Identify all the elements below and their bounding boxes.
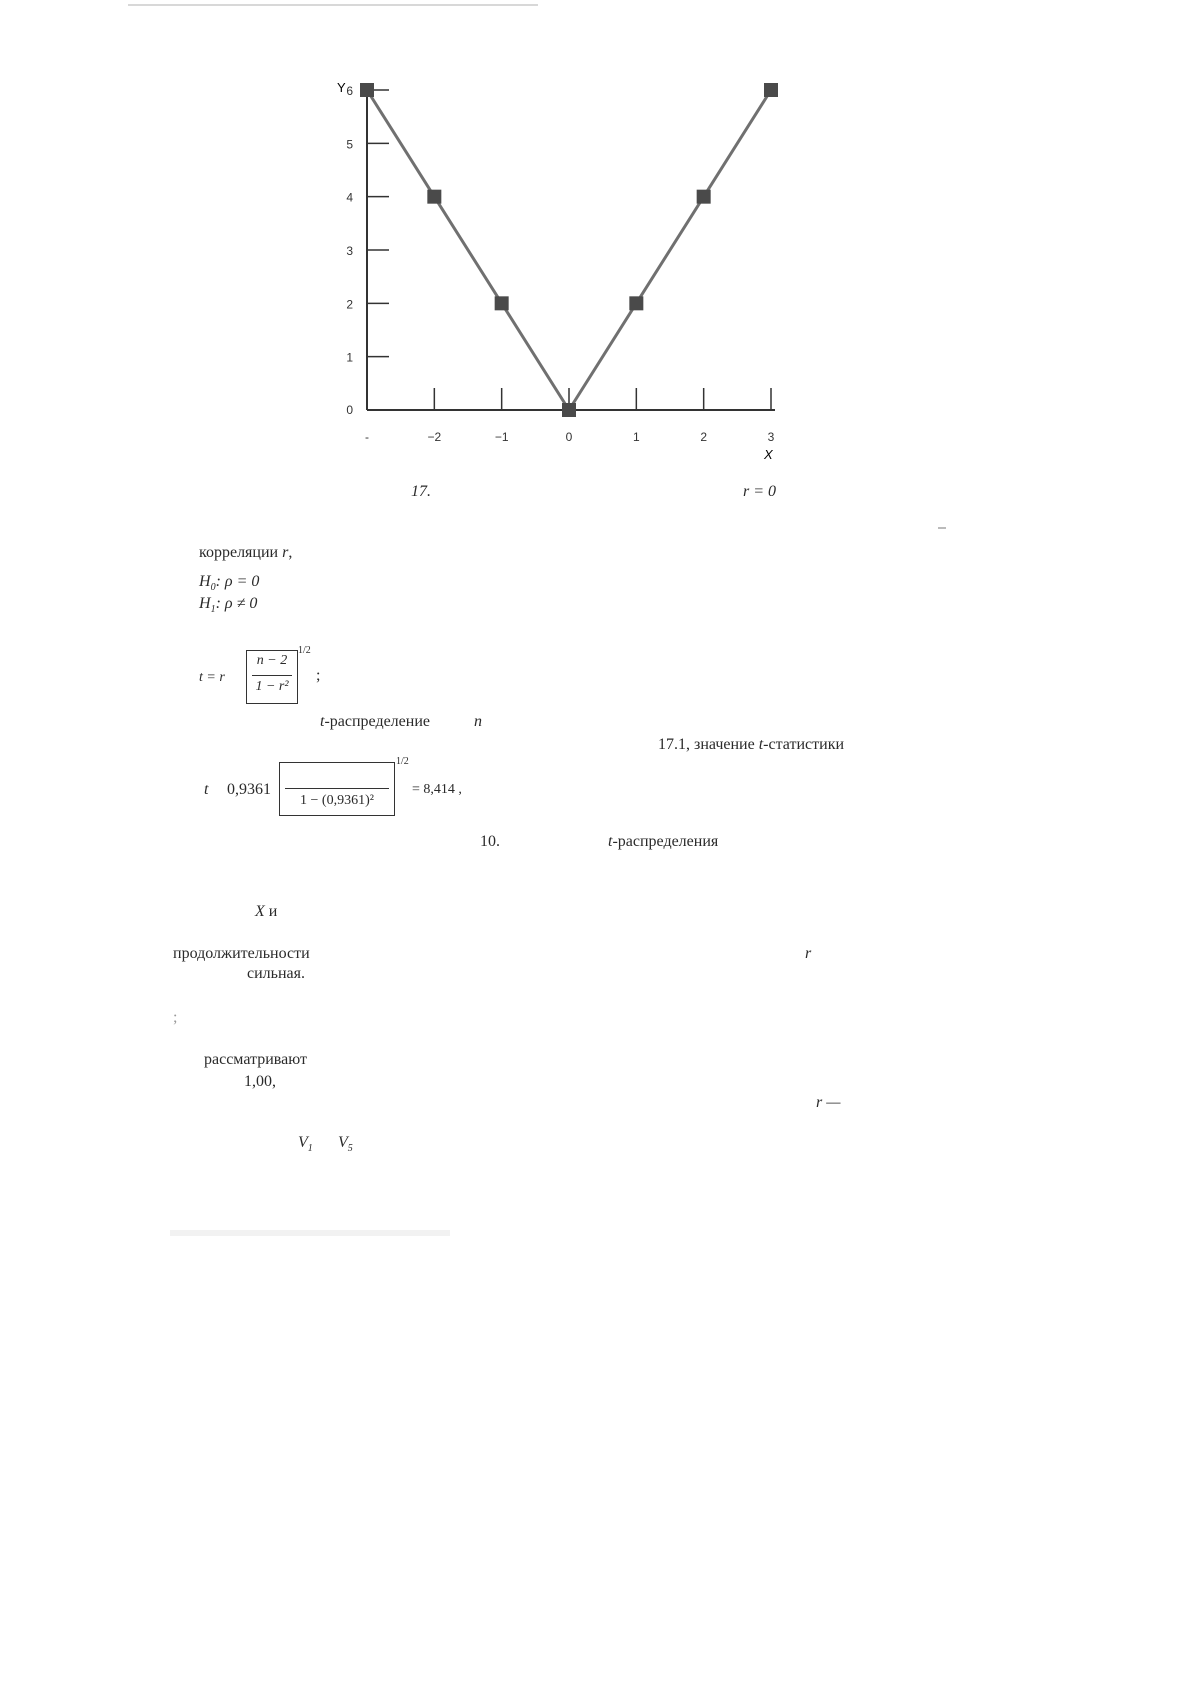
faded-scan-mark: [938, 527, 946, 529]
data-point-marker: [629, 296, 643, 310]
data-point-marker: [427, 190, 441, 204]
x-tick-label: 3: [767, 430, 775, 444]
ref-17-1: 17.1, значение: [658, 736, 759, 753]
var-r: r: [282, 544, 289, 561]
formula-numerator: n − 2: [256, 653, 288, 668]
x-tick-label: 0: [565, 430, 573, 444]
calc-exponent: 1/2: [396, 756, 409, 767]
h1-rest: : ρ ≠ 0: [215, 595, 258, 612]
data-point-marker: [697, 190, 711, 204]
series-line: [367, 90, 771, 410]
var-t-stat: t: [758, 736, 764, 753]
x-tick-label: −2: [427, 430, 442, 444]
calc-t: t: [204, 781, 209, 798]
h0-sub: 0: [210, 582, 216, 594]
y-tick-label: 4: [346, 190, 353, 205]
y-tick-label: 1: [346, 350, 353, 365]
data-point-marker: [764, 83, 778, 97]
var-v5: [338, 1133, 353, 1159]
x-axis-label: X: [764, 447, 773, 462]
text-t-distribution-2: [608, 832, 718, 852]
value-one: 1,00,: [244, 1073, 276, 1090]
h1-letter: H: [199, 595, 211, 612]
formula-denominator: 1 − r²: [255, 679, 289, 694]
h1-sub: 1: [210, 604, 216, 616]
calc-denominator: 1 − (0,9361)²: [300, 793, 374, 808]
var-v1: [298, 1133, 313, 1159]
var-r-2: r: [805, 945, 812, 962]
data-point-marker: [495, 296, 509, 310]
formula-fraction-bar: [252, 675, 292, 676]
var-r-dash: r —: [816, 1094, 841, 1111]
word-t-distribution: -распределение: [324, 713, 430, 730]
v5-sub: 5: [347, 1143, 353, 1155]
calc-fraction-bar: [285, 788, 389, 789]
formula-lhs: t = r: [199, 670, 225, 685]
x-tick-label: 1: [632, 430, 640, 444]
var-t: t: [320, 713, 325, 730]
x-tick-label: −1: [494, 430, 509, 444]
y-tick-label: 6: [346, 84, 353, 98]
comma: ,: [288, 544, 293, 561]
text-t-statistic: [658, 735, 844, 755]
x-tick-label: 2: [700, 430, 708, 444]
hypothesis-h1: [199, 594, 257, 620]
text-line-correlation: [199, 543, 292, 563]
word-duration: продолжительности: [173, 945, 310, 962]
calc-result: = 8,414 ,: [412, 782, 462, 797]
text-t-distribution: [320, 712, 430, 732]
h0-rest: : ρ = 0: [215, 573, 260, 590]
word-consider: рассматривают: [204, 1051, 307, 1068]
x-tick-label: -: [365, 430, 369, 444]
y-tick-label: 3: [346, 244, 353, 258]
h0-letter: H: [199, 573, 211, 590]
v-shape-line-chart: [0, 0, 1202, 500]
word-t-distribution-2: -распределения: [612, 833, 719, 850]
formula-exponent: 1/2: [298, 645, 311, 656]
figure-r-value: r = 0: [743, 483, 777, 500]
formula-semicolon: ;: [316, 667, 321, 684]
calc-coefficient: 0,9361: [227, 781, 271, 798]
word-correlation: корреляции: [199, 544, 279, 561]
y-tick-label: 2: [346, 297, 353, 312]
y-tick-label: 5: [346, 137, 353, 152]
var-x: X: [255, 903, 265, 920]
chart-axes: [367, 84, 775, 410]
data-point-marker: [360, 83, 374, 97]
text-x-and: [255, 902, 277, 922]
data-point-marker: [562, 403, 576, 417]
data-markers: [360, 83, 778, 417]
y-tick-label: 0: [346, 403, 353, 417]
word-and: и: [268, 903, 278, 920]
var-n: n: [474, 713, 482, 730]
stray-semicolon: ;: [173, 1009, 178, 1026]
var-t-2: t: [608, 833, 613, 850]
y-axis-label: Y: [337, 80, 346, 95]
word-t-statistic: -статистики: [763, 736, 845, 753]
v5-letter: V: [338, 1134, 348, 1151]
v1-sub: 1: [307, 1143, 313, 1155]
ref-10: 10.: [480, 833, 500, 850]
v1-letter: V: [298, 1134, 308, 1151]
figure-number: 17.: [411, 483, 431, 500]
word-strong: сильная.: [247, 965, 305, 982]
faded-footer-line: [170, 1230, 450, 1236]
